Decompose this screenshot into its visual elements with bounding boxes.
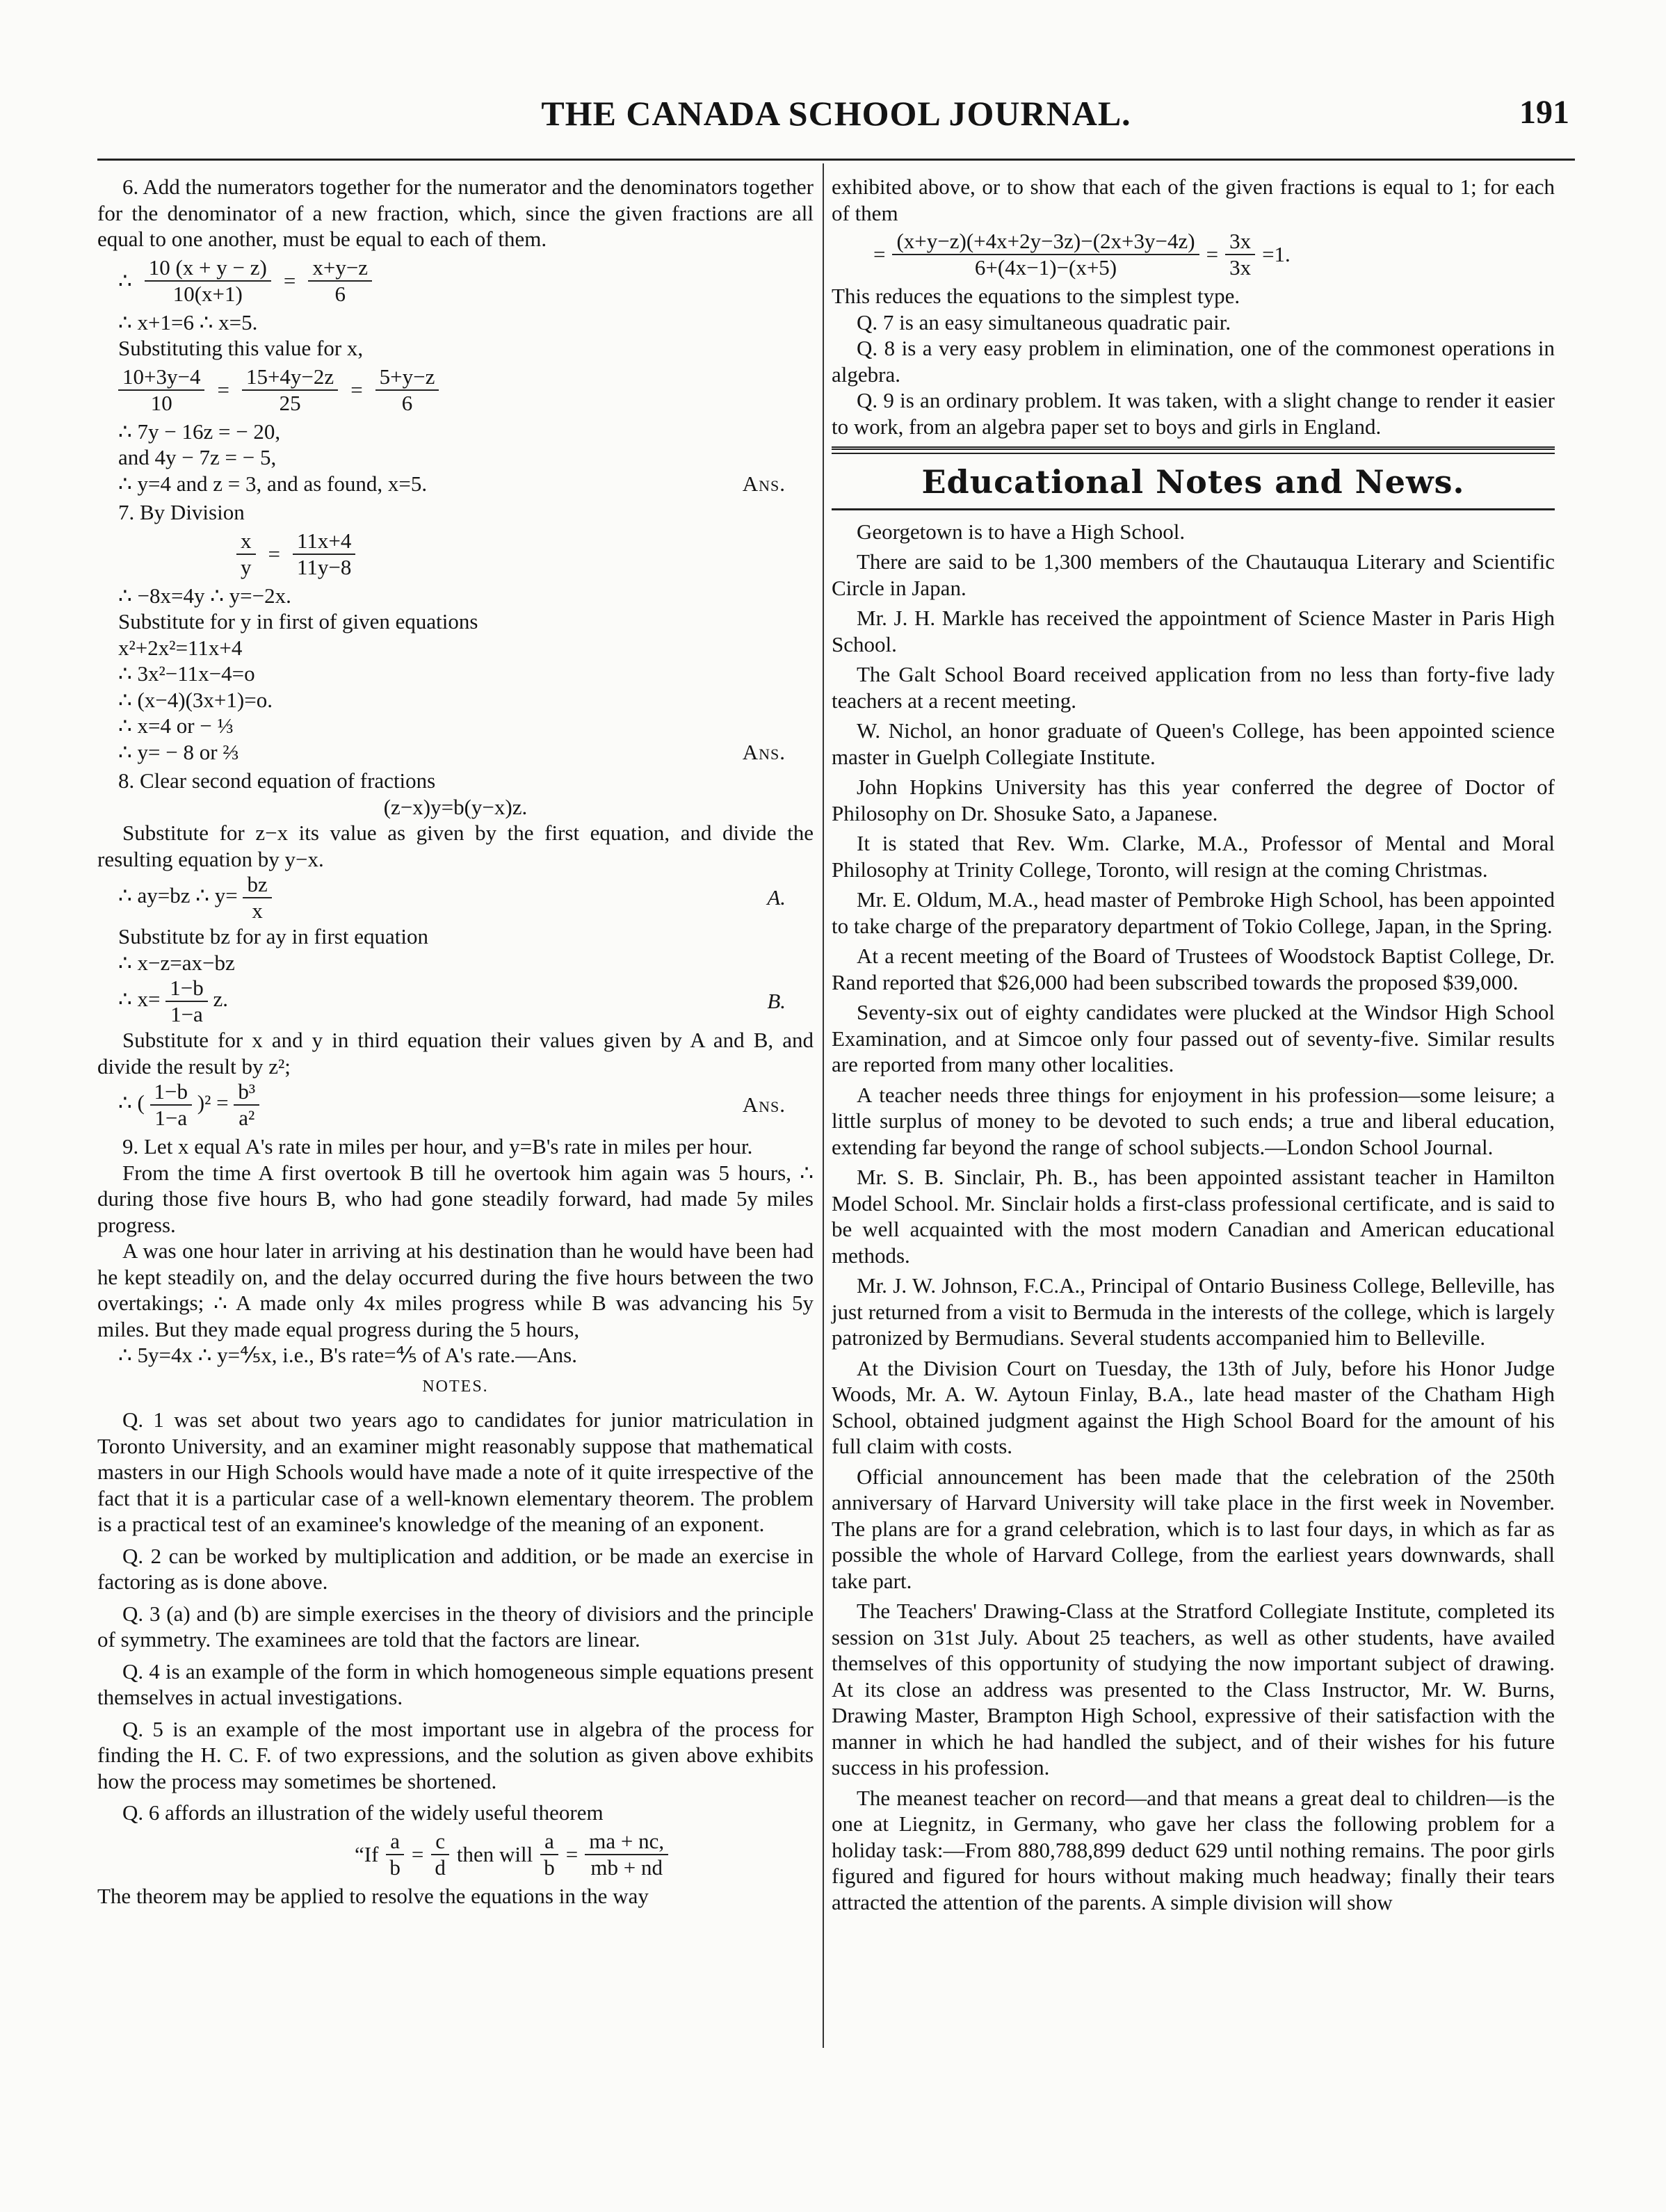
news-item: Mr. J. W. Johnson, F.C.A., Principal of Ontario Business College, Belleville, has just returned from a visit to Bermuda in the interests of the college, which is largely patronized by Bermudians. Several students accompanied him to Belleville. — [832, 1273, 1555, 1350]
equation — [118, 255, 814, 307]
numerator: a — [386, 1829, 404, 1855]
paragraph: Q. 8 is a very easy problem in elimination, one of the commonest operations in algebra. — [832, 336, 1555, 387]
denominator: 6+(4x−1)−(x+5) — [974, 255, 1117, 280]
news-item: John Hopkins University has this year conferred the degree of Doctor of Philosophy on Dr. Shosuke Sato, a Japanese. — [832, 775, 1555, 825]
equation — [118, 872, 272, 923]
news-item: The Teachers' Drawing-Class at the Stratford Collegiate Institute, completed its session on 31st July. About 25 teachers, as well as other students, have availed themselves of this opportunity of studying the now important subject of drawing. At its close an address was presented to the Class Instructor, Mr. W. Burns, Drawing Master, Brampton High School, expressive of their satisfaction with the manner in which he had handled the subject, and of their wishes for his future success in his profession. — [832, 1599, 1555, 1779]
news-item: The Galt School Board received application from no less than forty-five lady teachers at a recent meeting. — [832, 662, 1555, 713]
math-line: ∴ (x−4)(3x+1)=o. — [118, 687, 273, 712]
equation — [118, 1079, 259, 1131]
math-line: Substituting this value for x, — [118, 336, 364, 360]
math-line: ∴ y= − 8 or ⅔ — [118, 739, 239, 764]
answer-row — [97, 471, 814, 497]
numerator: 5+y−z — [375, 364, 439, 391]
therefore-sign: ∴ — [118, 268, 132, 293]
denominator: 10 — [150, 390, 172, 415]
math-line: ∴ 7y − 16z = − 20, — [118, 419, 281, 444]
fraction — [236, 528, 256, 580]
math-line: ∴ x−z=ax−bz — [118, 950, 235, 975]
fraction — [1225, 229, 1255, 280]
section-rule — [832, 508, 1555, 510]
note-paragraph: Q. 1 was set about two years ago to candidates for junior matriculation in Toronto University, and an examiner might reasonably suppose that mathematical masters in our High Schools would have made a note of it quite irrespective of the fact that it is a particular case of a well-known elementary theorem. The problem is a practical test of an examinee's knowledge of the meaning of an exponent. — [97, 1407, 814, 1536]
math-line: Substitute bz for ay in first equation — [118, 924, 428, 948]
equals-sign: = — [565, 1841, 579, 1866]
answer-row — [97, 739, 814, 766]
equals-sign: = — [268, 541, 280, 566]
fraction — [150, 1079, 192, 1131]
equation-label: B. — [767, 989, 786, 1014]
denominator: 11y−8 — [296, 554, 352, 579]
note-paragraph: Q. 6 affords an illustration of the widely useful theorem — [122, 1800, 604, 1825]
note-paragraph: Q. 5 is an example of the most important use in algebra of the process for finding the H. C. F. of two expressions, and the solution as given above exhibits how the process may sometimes be shortened. — [97, 1716, 814, 1793]
fraction — [375, 364, 439, 416]
denominator: 1−a — [170, 1002, 203, 1026]
fraction — [145, 255, 271, 307]
denominator: b — [389, 1855, 401, 1880]
fraction — [243, 872, 271, 923]
math-line: ∴ x+1=6 ∴ x=5. — [118, 309, 258, 334]
news-item: The meanest teacher on record—and that means a great deal to children—is the one at Liegnitz, in Germany, who gave her class the following problem for a holiday task:—From 880,788,899 deduct 629 until nothing remains. The poor girls figured and figured for hours without making much headway; finally their tears attracted the attention of the parents. A simple division will show — [832, 1785, 1555, 1914]
solution-7-intro: 7. By Division — [118, 500, 245, 524]
notes-heading: NOTES. — [422, 1377, 489, 1396]
numerator: x — [236, 528, 256, 555]
solution-8-intro: 8. Clear second equation of fractions — [118, 768, 436, 793]
equals-sign: = — [350, 377, 363, 402]
fraction — [540, 1829, 559, 1880]
numerator: 1−b — [165, 976, 207, 1002]
denominator: y — [241, 554, 252, 579]
numerator: (x+y−z)(+4x+2y−3z)−(2x+3y−4z) — [892, 229, 1199, 255]
fraction — [234, 1079, 259, 1131]
equation — [118, 976, 228, 1027]
fraction — [308, 255, 372, 307]
news-item: Mr. S. B. Sinclair, Ph. B., has been appointed assistant teacher in Hamilton Model School. Mr. Sinclair holds a first-class professional certificate, and is said to be well acquainted with the most modern Canadian and American educational methods. — [832, 1165, 1555, 1268]
numerator: bz — [243, 872, 271, 898]
paragraph: The theorem may be applied to resolve the equations in the way — [97, 1883, 649, 1908]
denominator: x — [252, 898, 263, 923]
equation — [873, 229, 1555, 280]
equals-sign: = — [217, 377, 229, 402]
paragraph: Substitute for z−x its value as given by the first equation, and divide the resulting equation by y−x. — [97, 821, 814, 871]
math-text: ∴ ay=bz ∴ y= — [118, 883, 238, 908]
equals-sign: = — [283, 268, 296, 293]
denominator: a² — [238, 1106, 255, 1130]
page-number: 191 — [1519, 94, 1569, 131]
fraction — [585, 1829, 668, 1880]
math-text: “If — [355, 1841, 379, 1866]
section-heading: Educational Notes and News. — [921, 463, 1465, 501]
equation-row — [97, 976, 814, 1027]
numerator: 1−b — [150, 1079, 192, 1106]
denominator: d — [435, 1855, 446, 1880]
math-line: x²+2x²=11x+4 — [118, 635, 243, 660]
paragraph: Q. 9 is an ordinary problem. It was taken, with a slight change to render it easier to work, from an algebra paper set to boys and girls in England. — [832, 388, 1555, 439]
news-item: Seventy-six out of eighty candidates were plucked at the Windsor High School Examination, and at Simcoe only four passed out of seventy-five. Similar results are reported from many other localities. — [832, 1000, 1555, 1076]
news-item: At the Division Court on Tuesday, the 13th of July, before his Honor Judge Woods, Mr. A. W. Aytoun Finlay, B.A., late head master of the Chatham High School, obtained judgment against the High School Board for the amount of his full claim with costs. — [832, 1355, 1555, 1458]
answer-label: Ans. — [742, 1092, 786, 1117]
fraction — [430, 1829, 450, 1880]
numerator: ma + nc, — [585, 1829, 668, 1855]
math-text: )² = — [197, 1090, 229, 1115]
solution-9-paragraph: A was one hour later in arriving at his destination than he would have been had he kept steadily on, and the delay occurred during the five hours between the two overtakings; ∴ A made only 4x miles progress while B was advancing his 5y miles. But they made equal progress during the 5 hours, — [97, 1238, 814, 1341]
denominator: 10(x+1) — [172, 281, 243, 306]
paragraph: This reduces the equations to the simplest type. — [832, 284, 1240, 308]
fraction — [118, 364, 204, 416]
note-paragraph: Q. 3 (a) and (b) are simple exercises in the theory of divisiors and the principle of symmetry. The examinees are told that the factors are linear. — [97, 1601, 814, 1652]
equation-row — [97, 872, 814, 923]
paragraph: Q. 7 is an easy simultaneous quadratic pair. — [857, 309, 1231, 334]
denominator: 1−a — [154, 1106, 188, 1130]
math-text: ∴ ( — [118, 1090, 145, 1115]
equation — [236, 528, 814, 580]
denominator: 6 — [401, 390, 413, 415]
math-line: ∴ 3x²−11x−4=o — [118, 661, 255, 686]
header-rule — [97, 159, 1575, 161]
fraction — [385, 1829, 405, 1880]
paragraph: Substitute for x and y in third equation their values given by A and B, and divide the result by z²; — [97, 1028, 814, 1079]
theorem-equation — [355, 1829, 814, 1880]
answer-row — [97, 1079, 814, 1131]
numerator: b³ — [234, 1079, 259, 1106]
numerator: 3x — [1225, 229, 1255, 255]
column-divider — [823, 163, 824, 2048]
numerator: a — [540, 1829, 558, 1855]
math-line: ∴ −8x=4y ∴ y=−2x. — [118, 583, 291, 608]
denominator: 6 — [334, 281, 346, 306]
math-text: then will — [456, 1841, 533, 1866]
denominator: b — [544, 1855, 555, 1880]
journal-title: THE CANADA SCHOOL JOURNAL. — [541, 94, 1131, 133]
math-text: =1. — [1262, 242, 1291, 267]
denominator: 25 — [279, 390, 301, 415]
fraction — [165, 976, 207, 1027]
solution-9-paragraph: 9. Let x equal A's rate in miles per hour, and y=B's rate in miles per hour. — [122, 1134, 753, 1159]
solution-9-paragraph: From the time A first overtook B till he overtook him again was 5 hours, ∴ during those five hours B, who had gone steadily forward, had made 5y miles progress. — [97, 1160, 814, 1237]
math-line: ∴ y=4 and z = 3, and as found, x=5. — [118, 471, 428, 496]
note-paragraph: Q. 2 can be worked by multiplication and addition, or be made an exercise in factoring as is done above. — [97, 1543, 814, 1594]
numerator: 11x+4 — [293, 528, 355, 555]
news-item: Mr. E. Oldum, M.A., head master of Pembroke High School, has been appointed to take charge of the preparatory department of Tokio College, Japan, in the Spring. — [832, 887, 1555, 938]
math-line: ∴ x=4 or − ⅓ — [118, 713, 234, 738]
note-paragraph: Q. 4 is an example of the form in which homogeneous simple equations present themselves in actual investigations. — [97, 1658, 814, 1709]
equals-sign: = — [1206, 242, 1219, 267]
math-text: ∴ x= — [118, 987, 161, 1012]
right-column — [832, 174, 1555, 1915]
numerator: 10 (x + y − z) — [145, 255, 271, 282]
math-line: (z−x)y=b(y−x)z. — [383, 794, 528, 819]
numerator: c — [431, 1829, 449, 1855]
math-text: z. — [213, 987, 228, 1012]
numerator: x+y−z — [308, 255, 372, 282]
news-item: A teacher needs three things for enjoyment in his profession—some leisure; a little surplus of money to be devoted to such ends; a true and liberal education, extending far beyond the range of school subjects.—London School Journal. — [832, 1082, 1555, 1159]
news-item: W. Nichol, an honor graduate of Queen's College, has been appointed science master in Guelph Collegiate Institute. — [832, 718, 1555, 769]
numerator: 15+4y−2z — [242, 364, 338, 391]
equation — [118, 364, 814, 416]
news-item: There are said to be 1,300 members of the Chautauqua Literary and Scientific Circle in Japan. — [832, 549, 1555, 600]
equation-label: A. — [767, 885, 786, 910]
answer-label: Ans. — [742, 471, 786, 496]
page-header — [97, 83, 1575, 139]
denominator: mb + nd — [590, 1855, 663, 1880]
fraction — [892, 229, 1199, 280]
equals-sign: = — [411, 1841, 424, 1866]
news-item: Official announcement has been made that the celebration of the 250th anniversary of Harvard University will take place in the first week in November. The plans are for a grand celebration, which is to last four days, in which as far as possible the whole of Harvard College, from the earliest years downwards, shall take part. — [832, 1464, 1555, 1593]
math-line: Substitute for y in first of given equations — [118, 609, 478, 633]
left-column — [97, 174, 814, 1909]
answer-label: Ans. — [742, 739, 786, 764]
math-line: and 4y − 7z = − 5, — [118, 445, 277, 469]
news-list — [832, 519, 1555, 1916]
numerator: 10+3y−4 — [118, 364, 204, 391]
fraction — [242, 364, 338, 416]
denominator: 3x — [1229, 255, 1252, 280]
fraction — [293, 528, 355, 580]
section-rule — [832, 446, 1555, 454]
paragraph: exhibited above, or to show that each of the given fractions is equal to 1; for each of them — [832, 175, 1555, 225]
news-item: It is stated that Rev. Wm. Clarke, M.A., Professor of Mental and Moral Philosophy at Trinity College, Toronto, will resign at the coming Christmas. — [832, 831, 1555, 882]
news-item: Georgetown is to have a High School. — [857, 519, 1186, 544]
news-item: At a recent meeting of the Board of Trustees of Woodstock Baptist College, Dr. Rand reported that $26,000 had been subscribed towards the proposed $39,000. — [832, 944, 1555, 994]
news-item: Mr. J. H. Markle has received the appointment of Science Master in Paris High School. — [832, 606, 1555, 656]
solution-6-intro: 6. Add the numerators together for the numerator and the denominators together for the denominator of a new fraction, which, since the given fractions are all equal to one another, must be equal to each of them. — [97, 175, 814, 251]
equals-sign: = — [873, 242, 886, 267]
math-line: ∴ 5y=4x ∴ y=⅘x, i.e., B's rate=⅘ of A's rate.—Ans. — [118, 1343, 577, 1367]
